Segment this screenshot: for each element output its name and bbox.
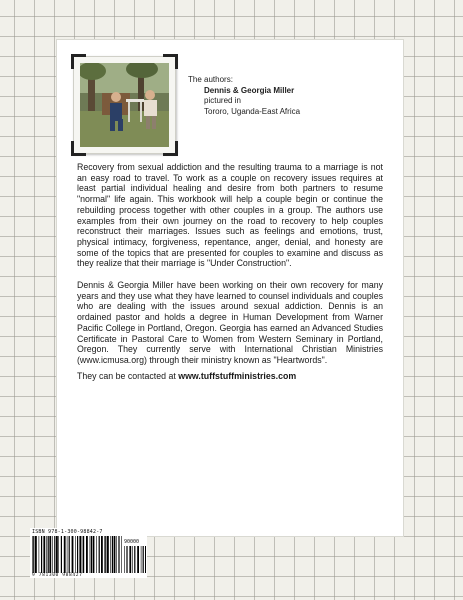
author-names: Dennis & Georgia Miller bbox=[204, 85, 295, 95]
contact-url[interactable]: www.tuffstuffministries.com bbox=[178, 371, 297, 381]
book-description: Recovery from sexual addiction and the resulting trauma to a marriage is not an easy road to travel. To work as a couple on recovery issues requires at least partial individual healing and desire from both partners to resume "normal" life again. This workbook will help a couple begin or continue the rebuilding process together with other couples in a group. The authors use examples from their own journey on the road to recovery to help couples reconstruct their marriages. Issues such as feelings and emotions, trust, physical intimacy, forgiveness, repentance, anger, denial, and honesty are some of the topics that are presented for couples to examine and discuss as they realize that their marriage is "Under Construction". bbox=[77, 162, 383, 269]
barcode-bars bbox=[32, 536, 122, 573]
isbn-barcode bbox=[30, 528, 147, 578]
price-barcode-bars bbox=[124, 546, 146, 573]
contact-line bbox=[77, 371, 296, 381]
back-cover-panel bbox=[57, 40, 403, 536]
caption-location: Tororo, Uganda-East Africa bbox=[204, 106, 301, 116]
author-photo bbox=[80, 63, 169, 147]
contact-prefix: They can be contacted at bbox=[77, 371, 179, 381]
price-code: 90000 bbox=[124, 539, 140, 545]
caption-pictured-in: pictured in bbox=[204, 96, 241, 105]
author-bio: Dennis & Georgia Miller have been working on their own recovery for many years and they use what they have learned to counsel individuals and couples who are dealing with the issues around sexual addiction. Dennis is an ordained pastor and holds a degree in Human Development from Warner Pacific College in Portland, Oregon. Georgia has earned an Advanced Studies Certificate in Pastoral Care to Women from Western Seminary in Portland, Oregon. They currently serve with International Christian Ministries (www.icmusa.org) through their ministry known as "Heartwords". bbox=[77, 280, 383, 365]
isbn-label: ISBN 978-1-300-98842-7 bbox=[32, 529, 103, 535]
author-photo-frame bbox=[73, 56, 176, 154]
caption-intro: The authors: bbox=[188, 75, 233, 84]
barcode-number: 9 781300 988427 bbox=[32, 573, 83, 578]
photo-caption bbox=[188, 75, 300, 117]
